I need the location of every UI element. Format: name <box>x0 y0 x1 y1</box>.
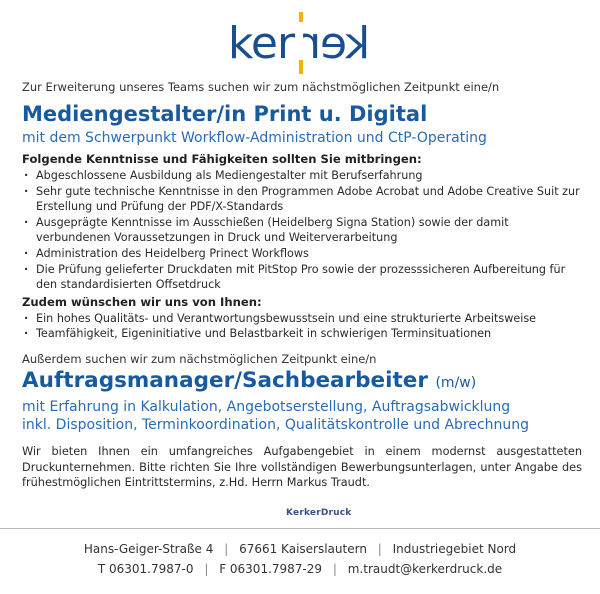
logo-wordmark: ker <box>228 18 295 69</box>
separator: | <box>204 562 209 576</box>
position1-title-bold: Mediengestalter/in <box>22 102 247 126</box>
signature-logo-text: KerkerDruck <box>286 508 352 518</box>
body-text: Wir bieten Ihnen ein umfangreiches Aufgabengebiet in einem modernst ausgestatteten Druckunternehmen. Bitte richten Sie Ihre vollständigen Bewerbungsunterlagen, unter Angabe des frühestmöglichen Eintrittstermins, z.Hd. Herrn Markus Traudt. <box>22 444 582 490</box>
kerkerdruck-signature-logo <box>286 508 351 518</box>
position2-title <box>22 368 582 396</box>
contact-footer <box>0 528 600 594</box>
list-item: · Ausgeprägte Kenntnisse im Ausschießen (Heidelberg Signa Station) sowie der damit verbundenen Voraussetzungen in Druck und Weiterverarbeitung <box>22 215 582 246</box>
list-item: · Teamfähigkeit, Eigeninitiative und Belastbarkeit in schwierigen Terminsituationen <box>22 326 582 342</box>
wishes-list <box>22 311 582 342</box>
list-item: · Sehr gute technische Kenntnisse in den Programmen Adobe Acrobat und Adobe Creative Suit zur Erstellung und Prüfung der PDF/X-Standards <box>22 184 582 215</box>
address-street: Hans-Geiger-Straße 4 <box>83 542 214 556</box>
logo-wordmark-mirrored: ker <box>304 18 371 69</box>
list-item: · Die Prüfung gelieferter Druckdaten mit PitStop Pro sowie der prozesssicheren Aufbereitung für den standardisierten Offsetdruck <box>22 262 582 293</box>
email-link[interactable]: m.traudt@kerkerdruck.de <box>347 562 503 576</box>
requirements-list <box>22 168 582 293</box>
requirements-heading: Folgende Kenntnisse und Fähigkeiten sollten Sie mitbringen: <box>22 152 422 166</box>
separator: | <box>224 542 229 556</box>
address-area: Industriegebiet Nord <box>392 542 517 556</box>
contact-row <box>0 559 600 579</box>
kerker-logo <box>228 12 378 74</box>
separator: | <box>332 562 337 576</box>
intro-text: Zur Erweiterung unseres Teams suchen wir zum nächstmöglichen Zeitpunkt eine/n <box>22 80 500 94</box>
position1-title-regular: Print u. Digital <box>253 102 428 126</box>
address-row <box>0 539 600 559</box>
position2-subtitle-line1: mit Erfahrung in Kalkulation, Angebotserstellung, Auftragsabwicklung <box>22 398 511 415</box>
separator: | <box>377 542 382 556</box>
list-item: · Abgeschlossene Ausbildung als Mediengestalter mit Berufserfahrung <box>22 168 582 184</box>
intro2-text: Außerdem suchen wir zum nächstmöglichen Zeitpunkt eine/n <box>22 351 377 366</box>
position1-subtitle: mit dem Schwerpunkt Workflow-Administration und CtP-Operating <box>22 130 487 146</box>
wishes-heading: Zudem wünschen wir uns von Ihnen: <box>22 294 262 309</box>
list-item: · Ein hohes Qualitäts- und Verantwortungsbewusstsein und eine strukturierte Arbeitsweise <box>22 311 582 327</box>
phone-number: T 06301.7987-0 <box>97 562 194 576</box>
list-item: · Administration des Heidelberg Prinect Workflows <box>22 246 582 262</box>
position2-title-main: Auftragsmanager/Sachbearbeiter <box>22 367 428 393</box>
position2-subtitle-line2: inkl. Disposition, Terminkoordination, Qualitätskontrolle und Abrechnung <box>22 416 530 433</box>
fax-number: F 06301.7987-29 <box>219 562 323 576</box>
position2-title-suffix: (m/w) <box>435 374 477 391</box>
logo-accent-bar-bottom <box>299 60 303 74</box>
address-city: 67661 Kaiserslautern <box>239 542 367 556</box>
ad-content <box>22 80 582 491</box>
logo-accent-bar-top <box>299 12 303 22</box>
position1-title <box>22 102 582 126</box>
